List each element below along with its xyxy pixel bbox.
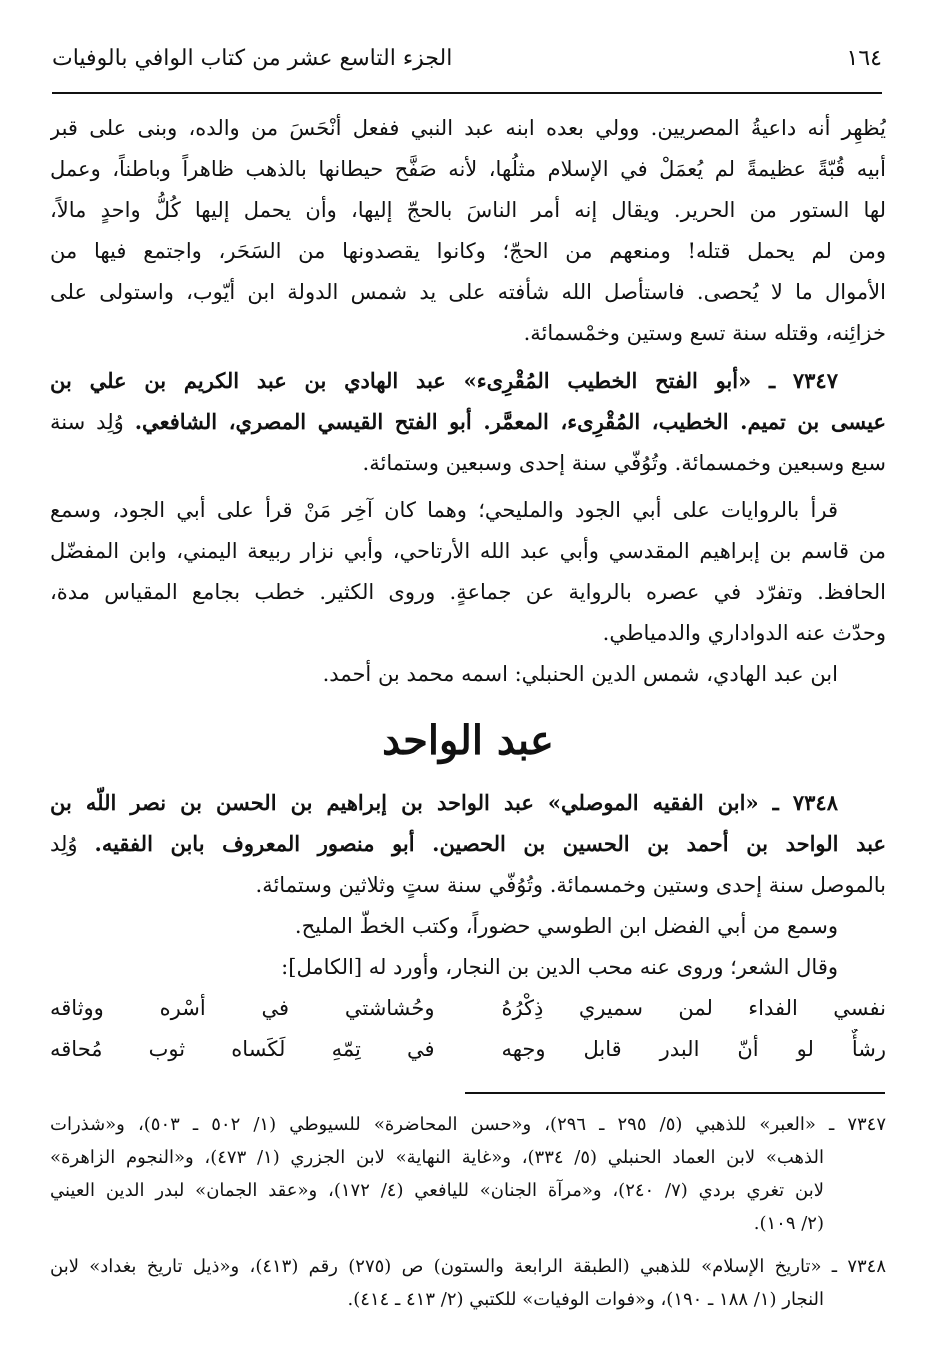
paragraph-intro [50,108,886,354]
cross-reference [50,654,886,695]
page-header [52,38,882,78]
text-line: ومن لم يحمل قتله! ومنعهم من الحجّ؛ وكانوا يقصدونها من السَحَر، واجتمع فيها من [50,239,886,263]
text-line: أبيه قُبّةً عظيمةً لم يُعمَلْ في الإسلام مثلُها، لأنه صَفَّح حيطانها بالذهب ظاهراً وباطناً، وعمل [50,157,886,181]
text-line: وحدّث عنه الدواداري والدمياطي. [602,621,886,645]
verse-line [50,988,886,1029]
footnote-line: (٢/ ١٠٩). [753,1213,824,1234]
text-line: الحافظ. وتفرّد في عصره بالرواية عن جماعةٍ. وروى الكثير. خطب بجامع المقياس مدة، [50,580,886,604]
footnote-line: ٧٣٤٨ ـ «تاريخ الإسلام» للذهبي (الطبقة الرابعة والستون) ص (٢٧٥) رقم (٤١٣)، و«ذيل تاريخ بغداد» لابن [50,1256,886,1277]
text-line: الأموال ما لا يُحصى. فاستأصل الله شأفته على يد شمس الدولة ابن أيّوب، واستولى على [50,280,886,304]
entry-heading-bold: عيسى بن تميم. الخطيب، المُقْرِىء، المعمَّر. أبو الفتح القيسي المصري، الشافعي. [134,409,886,434]
entry-heading-line: ٧٣٤٧ ـ «أبو الفتح الخطيب المُقْرِىء» عبد الهادي بن عبد الكريم بن علي بن [50,368,838,393]
text-line: سبع وسبعين وخمسمائة. وتُوُفّي سنة إحدى وسبعين وستمائة. [362,451,886,475]
page-number: ١٦٤ [846,45,882,71]
entry-heading-tail: وُلِد سنة [50,410,124,434]
text-line: قرأ بالروايات على أبي الجود والمليحي؛ وهما كان آخِر مَنْ قرأ على أبي الجود، وسمع [50,498,838,522]
entry-heading-line: ٧٣٤٨ ـ «ابن الفقيه الموصلي» عبد الواحد بن إبراهيم بن الحسن بن نصر اللّه بن [50,790,838,815]
footnote-7348 [50,1250,886,1316]
text-line: يُظهِر أنه داعيةُ المصريين. وولي بعده ابنه عبد النبي ففعل أنْحَسَ من والده، وبنى على قبر [50,116,886,140]
footnote-line: الذهب» لابن العماد الحنبلي (٥/ ٣٣٤)، و«غاية النهاية» لابن الجزري (١/ ٤٧٣)، و«النجوم الزاهرة» [50,1147,824,1168]
section-title: عبد الواحد [382,717,554,764]
verse-line [50,1029,886,1070]
text-line: ابن عبد الهادي، شمس الدين الحنبلي: اسمه محمد بن أحمد. [322,662,838,686]
text-line: لها الستور من الحرير. ويقال إنه أمر الناسَ بالحجّ إليها، وأن يحمل إليها كُلُّ واحدٍ مالاً، [50,198,886,222]
footnote-line: لابن تغري بردي (٧/ ٢٤٠)، و«مرآة الجنان» لليافعي (٤/ ١٧٢)، و«عقد الجمان» لبدر الدين العيني [50,1180,824,1201]
verse-first-hemistich: رشأٌ لو أنّ البدر قابل وجهه [501,1037,886,1061]
text-line: من قاسم بن إبراهيم المقدسي وأبي عبد الله الأرتاحي، وأبي نزار ربيعة اليمني، وابن المفضّل [50,539,886,563]
footnote-7347 [50,1108,886,1240]
footnotes [50,1108,886,1326]
footnote-rule [465,1092,885,1094]
verse-first-hemistich: نفسي الفداء لمن سميري ذِكْرُهُ [501,996,886,1020]
entry-heading-tail: وُلِد [50,832,78,856]
footnote-line: النجار (١/ ١٨٨ ـ ١٩٠)، و«فوات الوفيات» للكتبي (٢/ ٤١٣ ـ ٤١٤). [347,1289,824,1310]
verse-second-hemistich: في تِمّهِ لَكَساه ثوب مُحاقه [50,1037,435,1061]
text-line: وسمع من أبي الفضل ابن الطوسي حضوراً، وكتب الخطّ المليح. [294,914,838,938]
entry-heading-line [50,823,886,865]
page-body [50,108,886,1070]
entry-7348-heading [50,782,886,906]
text-line: وقال الشعر؛ وروى عنه محب الدين بن النجار، وأورد له [الكامل]: [281,955,838,979]
running-title: الجزء التاسع عشر من كتاب الوافي بالوفيات [52,45,453,71]
entry-7347-heading [50,360,886,484]
text-line: بالموصل سنة إحدى وستين وخمسمائة. وتُوُفّي سنة ستٍ وثلاثين وستمائة. [255,873,886,897]
header-rule [52,92,882,94]
entry-heading-bold: عبد الواحد بن أحمد بن الحسين بن الحصين. أبو منصور المعروف بابن الفقيه. [94,831,886,856]
entry-7348-body [50,906,886,988]
verse-second-hemistich: وحُشاشتي في أسْره ووثاقه [50,996,435,1020]
text-line: خزائِنه، وقتله سنة تسع وستين وخمْسمائة. [523,321,886,345]
entry-heading-line [50,401,886,443]
footnote-line: ٧٣٤٧ ـ «العبر» للذهبي (٥/ ٢٩٥ ـ ٢٩٦)، و«حسن المحاضرة» للسيوطي (١/ ٥٠٢ ـ ٥٠٣)، و«شذرات [50,1114,886,1135]
entry-7347-body [50,490,886,654]
